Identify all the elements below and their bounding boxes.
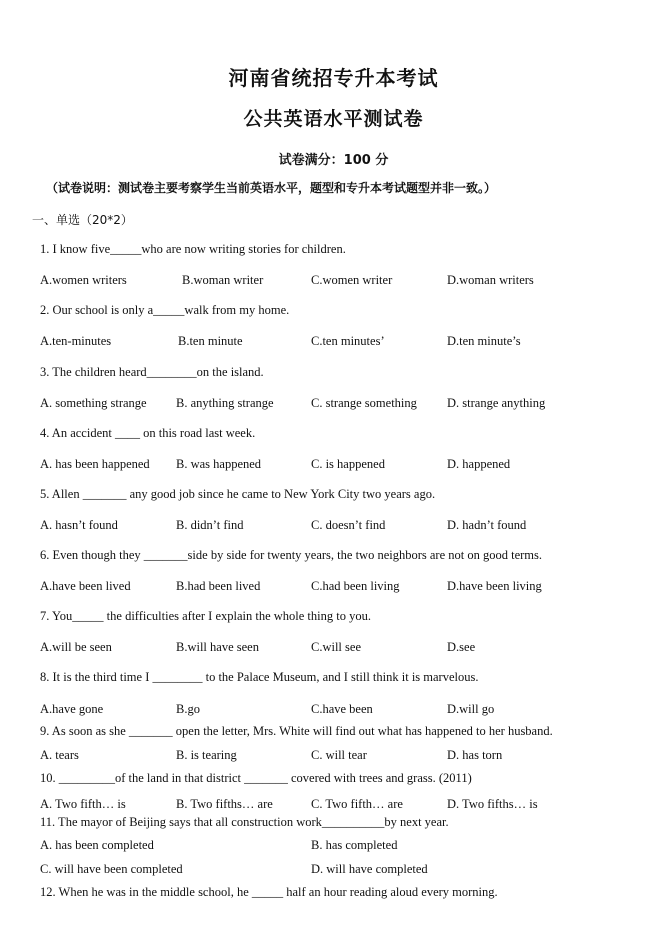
question-10: 10. _________of the land in that district _______ covered with trees and grass. (2011) bbox=[40, 771, 472, 785]
option-3d: D. strange anything bbox=[447, 396, 546, 410]
option-1c: C.women writer bbox=[311, 273, 393, 287]
option-1b: B.woman writer bbox=[182, 273, 264, 287]
option-8c: C.have been bbox=[311, 702, 373, 716]
section-heading: 一、单选（20*2） bbox=[32, 213, 133, 227]
option-6a: A.have been lived bbox=[40, 579, 131, 593]
option-2c: C.ten minutes’ bbox=[311, 334, 385, 348]
option-7c: C.will see bbox=[311, 640, 361, 654]
option-9a: A. tears bbox=[40, 748, 79, 762]
total-score: 试卷满分：100 分 bbox=[278, 153, 389, 168]
option-10c: C. Two fifth… are bbox=[311, 797, 403, 811]
exam-subtitle: 公共英语水平测试卷 bbox=[243, 108, 424, 130]
option-7d: D.see bbox=[447, 640, 476, 654]
option-1a: A.women writers bbox=[40, 273, 127, 287]
option-9d: D. has torn bbox=[447, 748, 503, 762]
question-3: 3. The children heard________on the island. bbox=[40, 365, 264, 379]
option-1d: D.woman writers bbox=[447, 273, 534, 287]
question-9: 9. As soon as she _______ open the letter, Mrs. White will find out what has happened to her husband. bbox=[40, 724, 553, 738]
option-9b: B. is tearing bbox=[176, 748, 237, 762]
option-3a: A. something strange bbox=[40, 396, 147, 410]
option-10d: D. Two fifths… is bbox=[447, 797, 538, 811]
option-6d: D.have been living bbox=[447, 579, 542, 593]
option-5b: B. didn’t find bbox=[176, 518, 244, 532]
question-8: 8. It is the third time I ________ to the Palace Museum, and I still think it is marvelous. bbox=[40, 670, 479, 684]
option-6b: B.had been lived bbox=[176, 579, 261, 593]
option-11b: B. has completed bbox=[311, 838, 398, 852]
option-3c: C. strange something bbox=[311, 396, 417, 410]
question-5: 5. Allen _______ any good job since he came to New York City two years ago. bbox=[40, 487, 436, 501]
question-12: 12. When he was in the middle school, he _____ half an hour reading aloud every morning. bbox=[40, 885, 498, 899]
question-6: 6. Even though they _______side by side for twenty years, the two neighbors are not on good terms. bbox=[40, 548, 542, 562]
option-6c: C.had been living bbox=[311, 579, 400, 593]
option-8b: B.go bbox=[176, 702, 200, 716]
question-11: 11. The mayor of Beijing says that all construction work__________by next year. bbox=[40, 815, 449, 829]
exam-title: 河南省统招专升本考试 bbox=[228, 66, 439, 90]
option-4a: A. has been happened bbox=[40, 457, 150, 471]
option-11d: D. will have completed bbox=[311, 862, 428, 876]
option-5c: C. doesn’t find bbox=[311, 518, 386, 532]
question-2: 2. Our school is only a_____walk from my home. bbox=[40, 303, 290, 317]
question-1: 1. I know five_____who are now writing stories for children. bbox=[40, 242, 346, 256]
option-4b: B. was happened bbox=[176, 457, 262, 471]
option-5a: A. hasn’t found bbox=[40, 518, 118, 532]
question-4: 4. An accident ____ on this road last week. bbox=[40, 426, 256, 440]
option-3b: B. anything strange bbox=[176, 396, 274, 410]
option-2a: A.ten-minutes bbox=[40, 334, 112, 348]
option-4c: C. is happened bbox=[311, 457, 385, 471]
option-11a: A. has been completed bbox=[40, 838, 154, 852]
option-9c: C. will tear bbox=[311, 748, 367, 762]
exam-instructions: （试卷说明：测试卷主要考察学生当前英语水平，题型和专升本考试题型并非一致。） bbox=[46, 181, 497, 195]
option-8a: A.have gone bbox=[40, 702, 104, 716]
option-5d: D. hadn’t found bbox=[447, 518, 527, 532]
option-2d: D.ten minute’s bbox=[447, 334, 521, 348]
option-8d: D.will go bbox=[447, 702, 495, 716]
option-7b: B.will have seen bbox=[176, 640, 259, 654]
option-11c: C. will have been completed bbox=[40, 862, 183, 876]
option-10a: A. Two fifth… is bbox=[40, 797, 126, 811]
option-7a: A.will be seen bbox=[40, 640, 112, 654]
option-2b: B.ten minute bbox=[178, 334, 243, 348]
option-4d: D. happened bbox=[447, 457, 511, 471]
question-7: 7. You_____ the difficulties after I explain the whole thing to you. bbox=[40, 609, 371, 623]
option-10b: B. Two fifths… are bbox=[176, 797, 273, 811]
